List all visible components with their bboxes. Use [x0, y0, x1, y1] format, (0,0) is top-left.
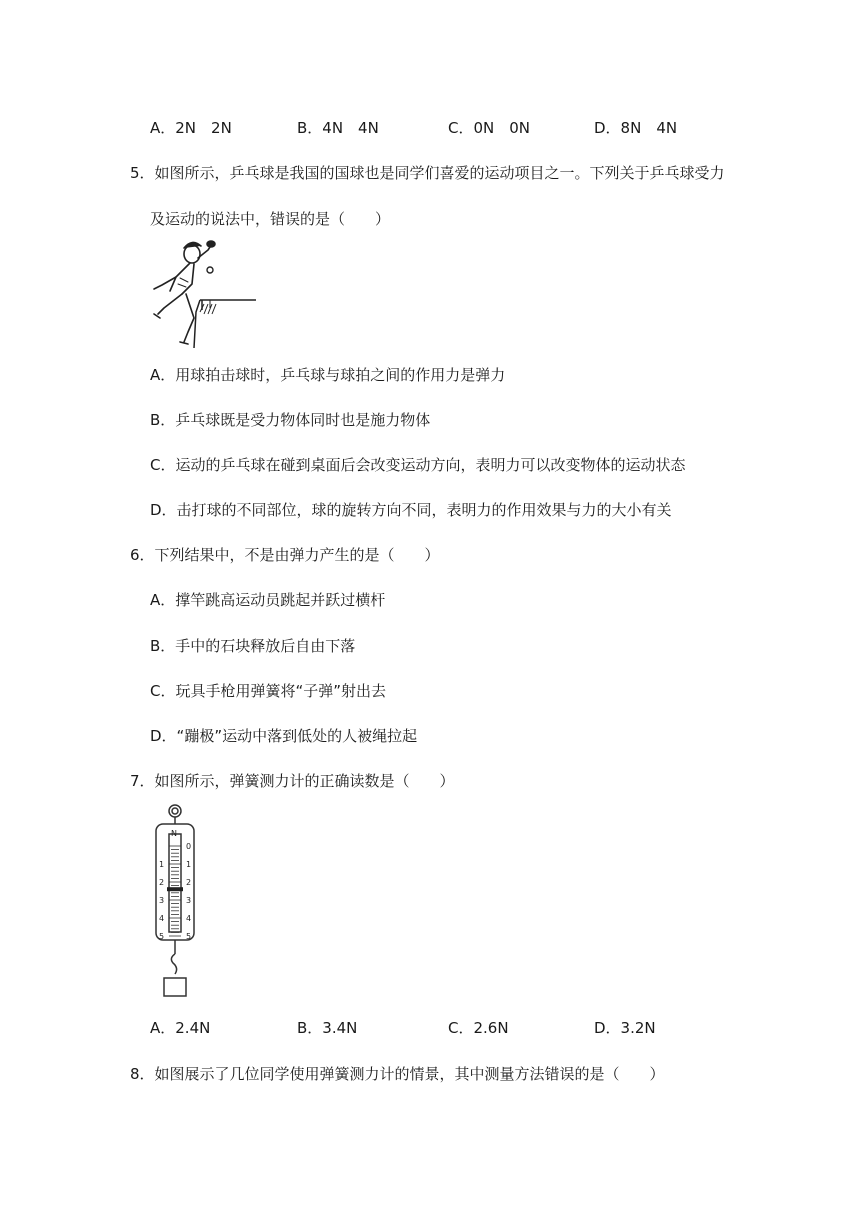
scale-tick-label-left: 1	[159, 860, 165, 869]
scale-pointer	[167, 887, 183, 891]
scale-tick-label-right: 4	[186, 914, 192, 923]
q7-option-a: A．2.4N	[150, 1019, 211, 1037]
scale-ticks	[159, 842, 191, 941]
scale-tick-label-right: 2	[186, 878, 192, 887]
q5-option-a: A．用球拍击球时，乒乓球与球拍之间的作用力是弹力	[150, 366, 506, 384]
q6-option-c: C．玩具手枪用弹簧将“子弹”射出去	[150, 682, 387, 700]
q5-option-d: D．击打球的不同部位，球的旋转方向不同，表明力的作用效果与力的大小有关	[150, 501, 672, 519]
scale-unit-label: N	[171, 829, 177, 838]
spring-scale-figure	[150, 802, 200, 1000]
q7-option-b: B．3.4N	[297, 1019, 358, 1037]
q4-option-d: D．8N 4N	[594, 119, 678, 137]
scale-tick-label-left: 3	[159, 896, 165, 905]
q5-option-c: C．运动的乒乓球在碰到桌面后会改变运动方向，表明力可以改变物体的运动状态	[150, 456, 686, 474]
q7-option-c: C．2.6N	[448, 1019, 509, 1037]
q6-option-a: A．撑竿跳高运动员跳起并跃过横杆	[150, 591, 386, 609]
scale-tick-label-right: 1	[186, 860, 192, 869]
q6-option-b: B．手中的石块释放后自由下落	[150, 637, 356, 655]
q7-stem: 7．如图所示，弹簧测力计的正确读数是（ ）	[130, 772, 455, 790]
q7-option-d: D．3.2N	[594, 1019, 656, 1037]
scale-tick-label-right: 0	[186, 842, 192, 851]
q8-stem: 8．如图展示了几位同学使用弹簧测力计的情景，其中测量方法错误的是（ ）	[130, 1065, 665, 1083]
scale-tick-label-left: 2	[159, 878, 165, 887]
scale-tick-label-left: 4	[159, 914, 165, 923]
scale-tick-label-right: 5	[186, 932, 192, 941]
q6-option-d: D．“蹦极”运动中落到低处的人被绳拉起	[150, 727, 418, 745]
scale-tick-label-right: 3	[186, 896, 192, 905]
q5-stem-line1: 5．如图所示，乒乓球是我国的国球也是同学们喜爱的运动项目之一。下列关于乒乓球受力	[130, 164, 725, 182]
q6-stem: 6．下列结果中，不是由弹力产生的是（ ）	[130, 546, 440, 564]
q5-stem-line2: 及运动的说法中，错误的是（ ）	[150, 210, 391, 228]
ping-pong-player-figure	[150, 238, 258, 350]
q4-option-a: A．2N 2N	[150, 119, 232, 137]
q4-option-b: B．4N 4N	[297, 119, 379, 137]
q4-option-c: C．0N 0N	[448, 119, 531, 137]
scale-tick-label-left: 5	[159, 932, 165, 941]
q5-option-b: B．乒乓球既是受力物体同时也是施力物体	[150, 411, 431, 429]
